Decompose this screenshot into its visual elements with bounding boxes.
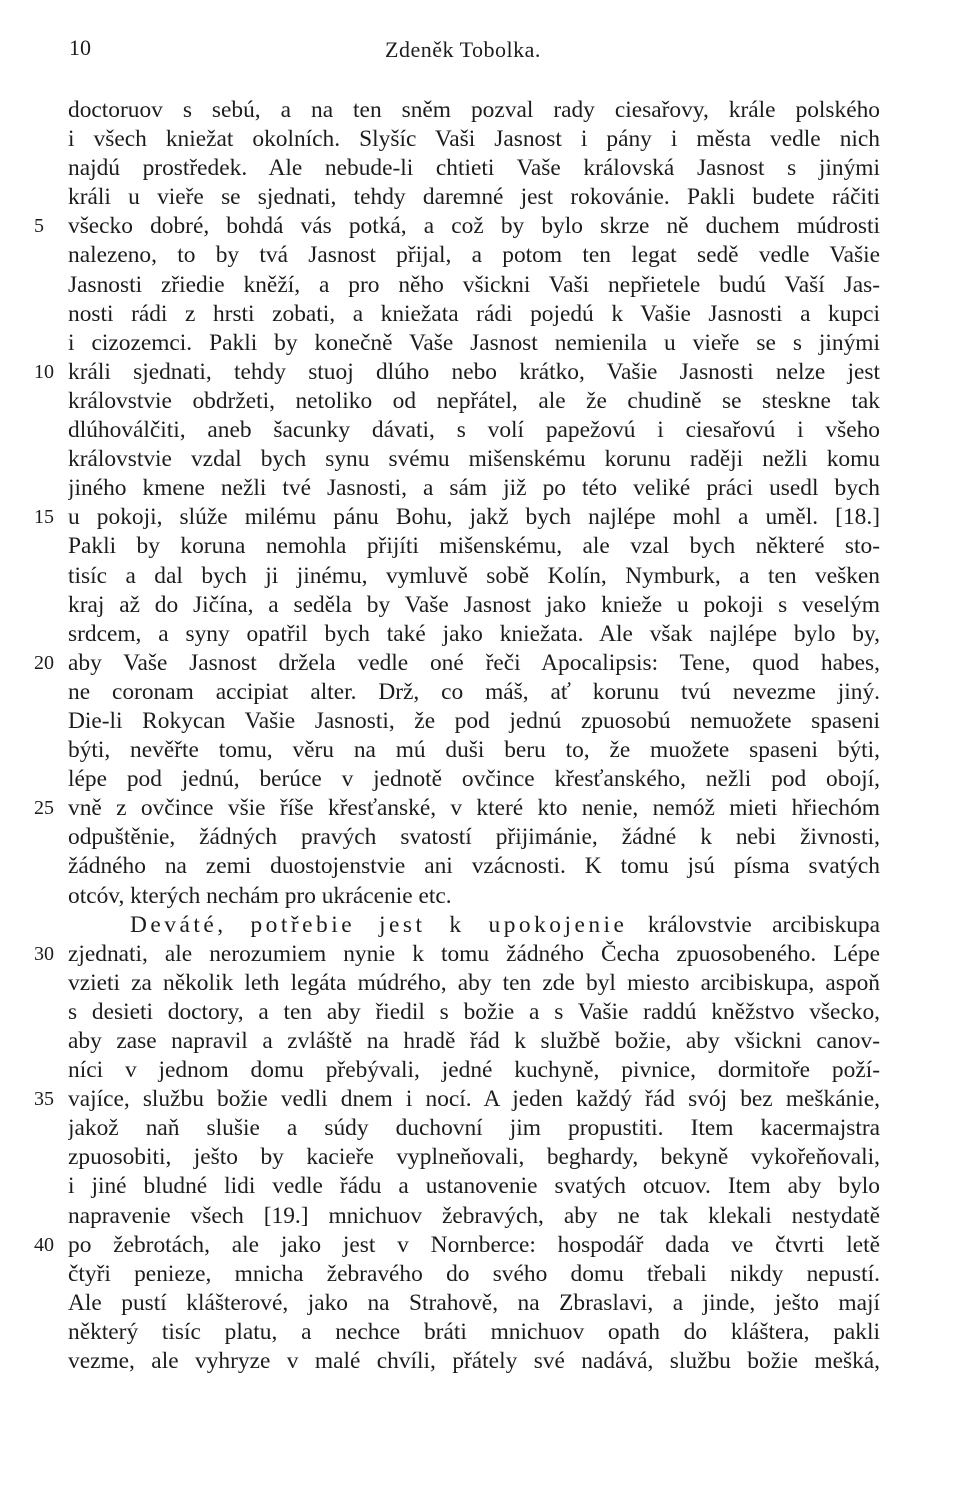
text-line — [0, 1056, 960, 1085]
text-line — [0, 532, 960, 561]
line-text: všecko dobré, bohdá vás potká, a což by bylo skrze ně duchem múdrosti — [68, 213, 880, 240]
text-line — [0, 1347, 960, 1376]
line-text: Pakli by koruna nemohla přijíti mišenskému, ale vzal bych některé sto- — [68, 533, 880, 560]
text-line — [0, 998, 960, 1027]
line-text: aby zase napravil a zvláště na hradě řád k službě božie, aby všickni canov- — [68, 1028, 880, 1054]
line-text: najdú prostředek. Ale nebude-li chtieti Vaše královská Jasnost s jinými — [68, 155, 880, 182]
line-text: vně z ovčince všie říše křesťanské, v které kto nenie, nemóž mieti hřiechóm — [68, 795, 880, 822]
spaced-heading-text: Deváté, potřebie jest k upokojenie — [130, 911, 628, 938]
text-line — [0, 1143, 960, 1172]
text-line — [0, 678, 960, 707]
line-text: tisíc a dal bych ji jinému, vymluvě sobě Kolín, Nymburk, a ten vešken — [68, 562, 880, 589]
body-text — [0, 96, 960, 1376]
text-line — [0, 562, 960, 591]
line-text: i cizozemci. Pakli by konečně Vaše Jasnost nemienila u vieře se s jinými — [68, 329, 880, 356]
line-text: lépe pod jednú, berúce v jednotě ovčince křesťanského, nežli pod obojí, — [68, 766, 880, 793]
line-text: i všech kniežat okolních. Slyšíc Vaši Jasnost i pány i města vedle nich — [68, 126, 880, 153]
text-line — [0, 823, 960, 852]
line-text: čtyři penieze, mnicha žebravého do svého domu třebali nikdy nepustí. — [68, 1260, 880, 1287]
text-line — [0, 1318, 960, 1347]
line-text: ne coronam accipiat alter. Drž, co máš, ať korunu tvú nevezme jiný. — [68, 678, 880, 705]
text-line — [0, 271, 960, 300]
paragraph-start-line — [130, 911, 880, 940]
text-line — [0, 358, 960, 387]
text-line — [0, 125, 960, 154]
page-number: 10 — [69, 35, 91, 60]
line-text: srdcem, a syny opatřil bych také jako kniežata. Ale však najlépe bylo by, — [68, 620, 880, 647]
line-text: králi sjednati, tehdy stuoj dlúho nebo krátko, Vašie Jasnosti nelze jest — [68, 358, 880, 385]
line-text: vajíce, službu božie vedli dnem i nocí. A jeden každý řád svój bez meškánie, — [68, 1086, 880, 1113]
text-line — [0, 445, 960, 474]
text-line — [0, 969, 960, 998]
line-text: Die-li Rokycan Vašie Jasnosti, že pod jednú zpuosobú nemuožete spaseni — [68, 707, 880, 734]
line-number: 15 — [34, 506, 54, 529]
text-line — [0, 1202, 960, 1231]
text-line — [0, 852, 960, 881]
line-number: 25 — [34, 797, 54, 820]
line-text: doctoruov s sebú, a na ten sněm pozval rady ciesařovy, krále polského — [68, 97, 880, 123]
line-number: 35 — [34, 1088, 54, 1111]
line-text: po žebrotách, ale jako jest v Nornberce: hospodář dada ve čtvrti letě — [68, 1231, 880, 1258]
text-line — [0, 212, 960, 241]
text-line — [0, 736, 960, 765]
line-text: býti, nevěřte tomu, věru na mú duši beru to, že muožete spaseni býti, — [68, 737, 880, 764]
line-text: napravenie všech [19.] mnichuov žebravých, aby ne tak klekali nestydatě — [68, 1202, 880, 1229]
text-line — [0, 620, 960, 649]
text-line — [0, 96, 960, 125]
text-line — [0, 649, 960, 678]
line-text: vezme, ale vyhryze v malé chvíli, přátely své nadává, službu božie mešká, — [68, 1348, 880, 1375]
text-line — [0, 591, 960, 620]
line-text: královstvie obdržeti, netoliko od nepřátel, ale že chudině se steskne tak — [68, 387, 880, 414]
text-line — [0, 707, 960, 736]
text-line — [0, 1172, 960, 1201]
text-line — [0, 1231, 960, 1260]
line-text: zpuosobiti, ješto by kacieře vyplneňovali, beghardy, bekyně vykořeňovali, — [68, 1144, 880, 1171]
text-line — [0, 1289, 960, 1318]
text-line — [0, 794, 960, 823]
running-head: Zdeněk Tobolka. — [385, 37, 541, 62]
line-text: nosti rádi z hrsti zobati, a kniežata rádi pojedú k Vašie Jasnosti a kupci — [68, 300, 880, 327]
text-line — [0, 474, 960, 503]
line-text: žádného na zemi duostojenstvie ani vzácnosti. K tomu jsú písma svatých — [68, 853, 880, 880]
line-number: 20 — [34, 651, 54, 674]
line-text: dlúhoválčiti, aneb šacunky dávati, s volí papežovú i ciesařovú i všeho — [68, 417, 880, 444]
text-line — [0, 387, 960, 416]
line-number: 5 — [34, 215, 44, 238]
text-line — [0, 1027, 960, 1056]
line-text: Ale pustí klášterové, jako na Strahově, na Zbraslavi, a jinde, ješto mají — [68, 1289, 880, 1316]
line-text: nalezeno, to by tvá Jasnost přijal, a potom ten legat sedě vedle Vašie — [68, 242, 880, 269]
line-number: 10 — [34, 360, 54, 383]
text-line — [0, 329, 960, 358]
line-text: s desieti doctory, a ten aby řiedil s božie a s Vašie raddú kněžstvo všecko, — [68, 998, 880, 1025]
line-text: i jiné bludné lidi vedle řádu a ustanovenie svatých otcuov. Item aby bylo — [68, 1173, 880, 1200]
text-line — [0, 154, 960, 183]
line-text: královstvie vzdal bych synu svému mišenskému korunu raději nežli komu — [68, 446, 880, 473]
text-line — [0, 1085, 960, 1114]
line-text: jiného kmene nežli tvé Jasnosti, a sám již po této veliké práci usedl bych — [68, 475, 880, 502]
text-line — [0, 183, 960, 212]
line-text: otcóv, kterých nechám pro ukrácenie etc. — [68, 882, 452, 909]
text-line — [0, 300, 960, 329]
line-text: aby Vaše Jasnost držela vedle oné řeči Apocalipsis: Tene, quod habes, — [68, 649, 880, 676]
text-line — [0, 1260, 960, 1289]
line-text: kraj až do Jičína, a seděla by Vaše Jasnost jako knieže u pokoji s veselým — [68, 591, 880, 618]
text-line — [0, 940, 960, 969]
line-text: zjednati, ale nerozumiem nynie k tomu žádného Čecha zpuosobeného. Lépe — [68, 940, 880, 967]
text-line — [0, 911, 960, 940]
line-number: 30 — [34, 942, 54, 965]
text-line — [0, 503, 960, 532]
text-line — [0, 1114, 960, 1143]
line-text: níci v jednom domu přebývali, jedné kuchyně, pivnice, dormitoře poží- — [68, 1057, 880, 1084]
line-text: králi u vieře se sjednati, tehdy daremné jest rokovánie. Pakli budete ráčiti — [68, 184, 880, 211]
text-line — [0, 241, 960, 270]
line-text: Jasnosti zřiedie kněží, a pro něho všickni Vaši nepřietele budú Vaší Jas- — [68, 271, 880, 298]
line-text: jakož naň slušie a súdy duchovní jim propustiti. Item kacermajstra — [68, 1115, 880, 1142]
line-text: u pokoji, slúže milému pánu Bohu, jakž bych najlépe mohl a uměl. [18.] — [68, 504, 880, 531]
line-text-rest: královstvie arcibiskupa — [627, 911, 880, 938]
line-text: vzieti za několik leth legáta múdrého, aby ten zde byl miesto arcibiskupa, aspoň — [68, 969, 880, 996]
line-text: některý tisíc platu, a nechce bráti mnichuov opath do kláštera, pakli — [68, 1318, 880, 1345]
line-text: odpuštěnie, žádných pravých svatostí přijimánie, žádné k nebi živnosti, — [68, 824, 880, 851]
text-line — [0, 416, 960, 445]
line-number: 40 — [34, 1233, 54, 1256]
text-line — [0, 882, 960, 911]
text-line — [0, 765, 960, 794]
